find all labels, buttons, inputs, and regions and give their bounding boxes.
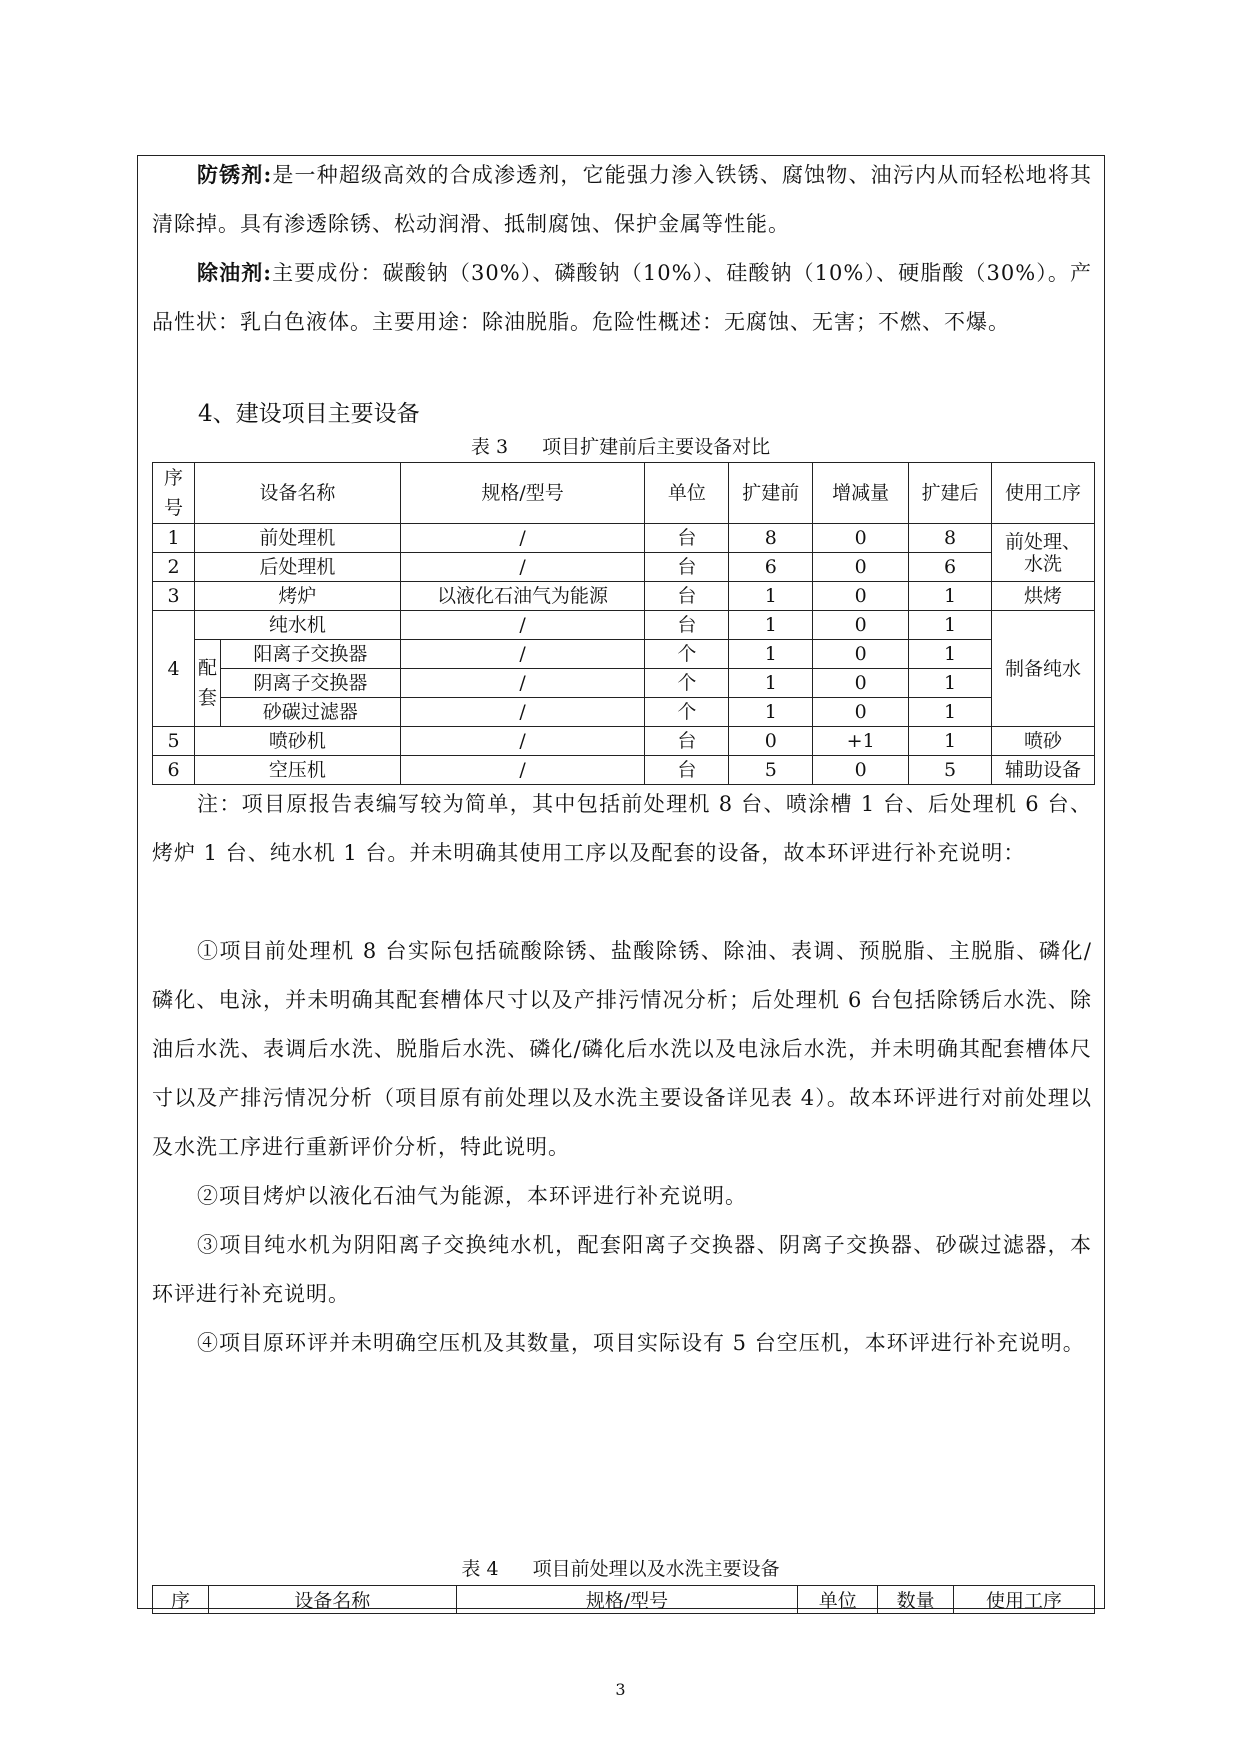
table-row bbox=[153, 524, 1095, 553]
table3-header-row bbox=[153, 463, 1095, 524]
cell-before: 8 bbox=[729, 524, 813, 553]
cell-before: 1 bbox=[729, 611, 813, 640]
table-row bbox=[153, 553, 1095, 582]
cell-delta: 0 bbox=[813, 698, 909, 727]
table-row bbox=[153, 582, 1095, 611]
cell-process: 烘烤 bbox=[992, 582, 1095, 611]
header-quantity: 数量 bbox=[878, 1586, 954, 1614]
cell-no: 6 bbox=[153, 756, 195, 785]
cell-group-accessory: 配套 bbox=[194, 640, 220, 727]
cell-unit: 台 bbox=[645, 553, 729, 582]
cell-unit: 台 bbox=[645, 727, 729, 756]
cell-unit: 台 bbox=[645, 756, 729, 785]
cell-before: 1 bbox=[729, 698, 813, 727]
cell-name: 前处理机 bbox=[194, 524, 400, 553]
cell-after: 8 bbox=[909, 524, 992, 553]
cell-name: 砂碳过滤器 bbox=[220, 698, 400, 727]
table-row bbox=[153, 640, 1095, 669]
table3-caption-number: 表 3 bbox=[470, 436, 509, 458]
cell-spec: / bbox=[400, 756, 645, 785]
cell-spec: / bbox=[400, 727, 645, 756]
paragraph-degreaser bbox=[152, 248, 1092, 347]
header-name: 设备名称 bbox=[194, 463, 400, 524]
cell-unit: 台 bbox=[645, 611, 729, 640]
note-3: ③项目纯水机为阴阳离子交换纯水机，配套阳离子交换器、阴离子交换器、砂碳过滤器，本环评进行补充说明。 bbox=[152, 1233, 1092, 1306]
cell-after: 1 bbox=[909, 640, 992, 669]
content-frame bbox=[137, 155, 1105, 1609]
header-spec: 规格/型号 bbox=[456, 1586, 798, 1614]
header-unit: 单位 bbox=[798, 1586, 878, 1614]
cell-no: 5 bbox=[153, 727, 195, 756]
cell-unit: 个 bbox=[645, 669, 729, 698]
header-process: 使用工序 bbox=[954, 1586, 1095, 1614]
cell-after: 1 bbox=[909, 611, 992, 640]
cell-process: 喷砂 bbox=[992, 727, 1095, 756]
cell-after: 1 bbox=[909, 582, 992, 611]
cell-spec: / bbox=[400, 640, 645, 669]
cell-before: 1 bbox=[729, 669, 813, 698]
cell-spec: / bbox=[400, 669, 645, 698]
table4-caption bbox=[0, 1554, 1241, 1581]
header-seq: 序 bbox=[153, 1586, 209, 1614]
header-unit: 单位 bbox=[645, 463, 729, 524]
cell-spec: / bbox=[400, 553, 645, 582]
page-number: 3 bbox=[615, 1680, 626, 1699]
cell-spec: / bbox=[400, 611, 645, 640]
cell-before: 6 bbox=[729, 553, 813, 582]
cell-delta: 0 bbox=[813, 524, 909, 553]
cell-spec: 以液化石油气为能源 bbox=[400, 582, 645, 611]
table-row bbox=[153, 611, 1095, 640]
note-4: ④项目原环评并未明确空压机及其数量，项目实际设有 5 台空压机，本环评进行补充说明。 bbox=[197, 1331, 1085, 1355]
cell-delta: +1 bbox=[813, 727, 909, 756]
cell-after: 5 bbox=[909, 756, 992, 785]
cell-after: 1 bbox=[909, 669, 992, 698]
header-process: 使用工序 bbox=[992, 463, 1095, 524]
cell-process-pre-wash: 前处理、水洗 bbox=[992, 524, 1095, 582]
cell-unit: 台 bbox=[645, 524, 729, 553]
table-row bbox=[153, 698, 1095, 727]
cell-delta: 0 bbox=[813, 582, 909, 611]
table-row bbox=[153, 669, 1095, 698]
cell-name: 阳离子交换器 bbox=[220, 640, 400, 669]
cell-after: 6 bbox=[909, 553, 992, 582]
cell-no: 3 bbox=[153, 582, 195, 611]
cell-name: 纯水机 bbox=[194, 611, 400, 640]
table3-caption-title: 项目扩建前后主要设备对比 bbox=[542, 436, 771, 458]
cell-no: 4 bbox=[153, 611, 195, 727]
cell-after: 1 bbox=[909, 698, 992, 727]
cell-before: 1 bbox=[729, 582, 813, 611]
header-delta: 增减量 bbox=[813, 463, 909, 524]
table4-header-row bbox=[153, 1586, 1095, 1614]
cell-spec: / bbox=[400, 698, 645, 727]
cell-no: 2 bbox=[153, 553, 195, 582]
paragraph-rust-preventive bbox=[152, 150, 1092, 249]
cell-delta: 0 bbox=[813, 611, 909, 640]
table4 bbox=[152, 1585, 1095, 1614]
cell-delta: 0 bbox=[813, 553, 909, 582]
cell-name: 喷砂机 bbox=[194, 727, 400, 756]
note-1: ①项目前处理机 8 台实际包括硫酸除锈、盐酸除锈、除油、表调、预脱脂、主脱脂、磷化/磷化、电泳，并未明确其配套槽体尺寸以及产排污情况分析；后处理机 6 台包括除锈后水洗、除油后水洗、表调后水洗、脱脂后水洗、磷化/磷化后水洗以及电泳后水洗，并未明确其配套槽体尺寸以及产排污情况分析（项目原有前处理以及水洗主要设备详见表 4）。故本环评进行对前处理以及水洗工序进行重新评价分析，特此说明。 bbox=[152, 939, 1092, 1159]
cell-delta: 0 bbox=[813, 669, 909, 698]
cell-name: 后处理机 bbox=[194, 553, 400, 582]
cell-delta: 0 bbox=[813, 640, 909, 669]
text-degreaser: 主要成份：碳酸钠（30%）、磷酸钠（10%）、硅酸钠（10%）、硬脂酸（30%）。产品性状：乳白色液体。主要用途：除油脱脂。危险性概述：无腐蚀、无害；不燃、不爆。 bbox=[152, 261, 1092, 334]
table3-caption bbox=[0, 432, 1241, 459]
cell-delta: 0 bbox=[813, 756, 909, 785]
term-degreaser: 除油剂: bbox=[197, 260, 273, 285]
header-before: 扩建前 bbox=[729, 463, 813, 524]
term-rust-preventive: 防锈剂: bbox=[197, 162, 273, 187]
header-spec: 规格/型号 bbox=[400, 463, 645, 524]
note-intro: 注：项目原报告表编写较为简单，其中包括前处理机 8 台、喷涂槽 1 台、后处理机 6 台、烤炉 1 台、纯水机 1 台。并未明确其使用工序以及配套的设备，故本环评进行补充说明： bbox=[152, 792, 1092, 865]
cell-after: 1 bbox=[909, 727, 992, 756]
cell-name: 烤炉 bbox=[194, 582, 400, 611]
table4-caption-title: 项目前处理以及水洗主要设备 bbox=[532, 1558, 780, 1580]
cell-process: 制备纯水 bbox=[992, 611, 1095, 727]
cell-before: 1 bbox=[729, 640, 813, 669]
header-name: 设备名称 bbox=[208, 1586, 456, 1614]
cell-no: 1 bbox=[153, 524, 195, 553]
table4-caption-number: 表 4 bbox=[461, 1558, 499, 1580]
cell-before: 0 bbox=[729, 727, 813, 756]
cell-unit: 台 bbox=[645, 582, 729, 611]
table-row bbox=[153, 727, 1095, 756]
header-seq: 序号 bbox=[153, 463, 195, 524]
section-heading: 4、建设项目主要设备 bbox=[198, 401, 420, 427]
table3 bbox=[152, 462, 1095, 785]
cell-unit: 个 bbox=[645, 698, 729, 727]
cell-name: 空压机 bbox=[194, 756, 400, 785]
cell-unit: 个 bbox=[645, 640, 729, 669]
cell-before: 5 bbox=[729, 756, 813, 785]
cell-spec: / bbox=[400, 524, 645, 553]
text-rust-preventive: 是一种超级高效的合成渗透剂，它能强力渗入铁锈、腐蚀物、油污内从而轻松地将其清除掉。具有渗透除锈、松动润滑、抵制腐蚀、保护金属等性能。 bbox=[152, 163, 1092, 236]
cell-name: 阴离子交换器 bbox=[220, 669, 400, 698]
note-2: ②项目烤炉以液化石油气为能源，本环评进行补充说明。 bbox=[197, 1184, 747, 1208]
cell-process: 辅助设备 bbox=[992, 756, 1095, 785]
header-after: 扩建后 bbox=[909, 463, 992, 524]
